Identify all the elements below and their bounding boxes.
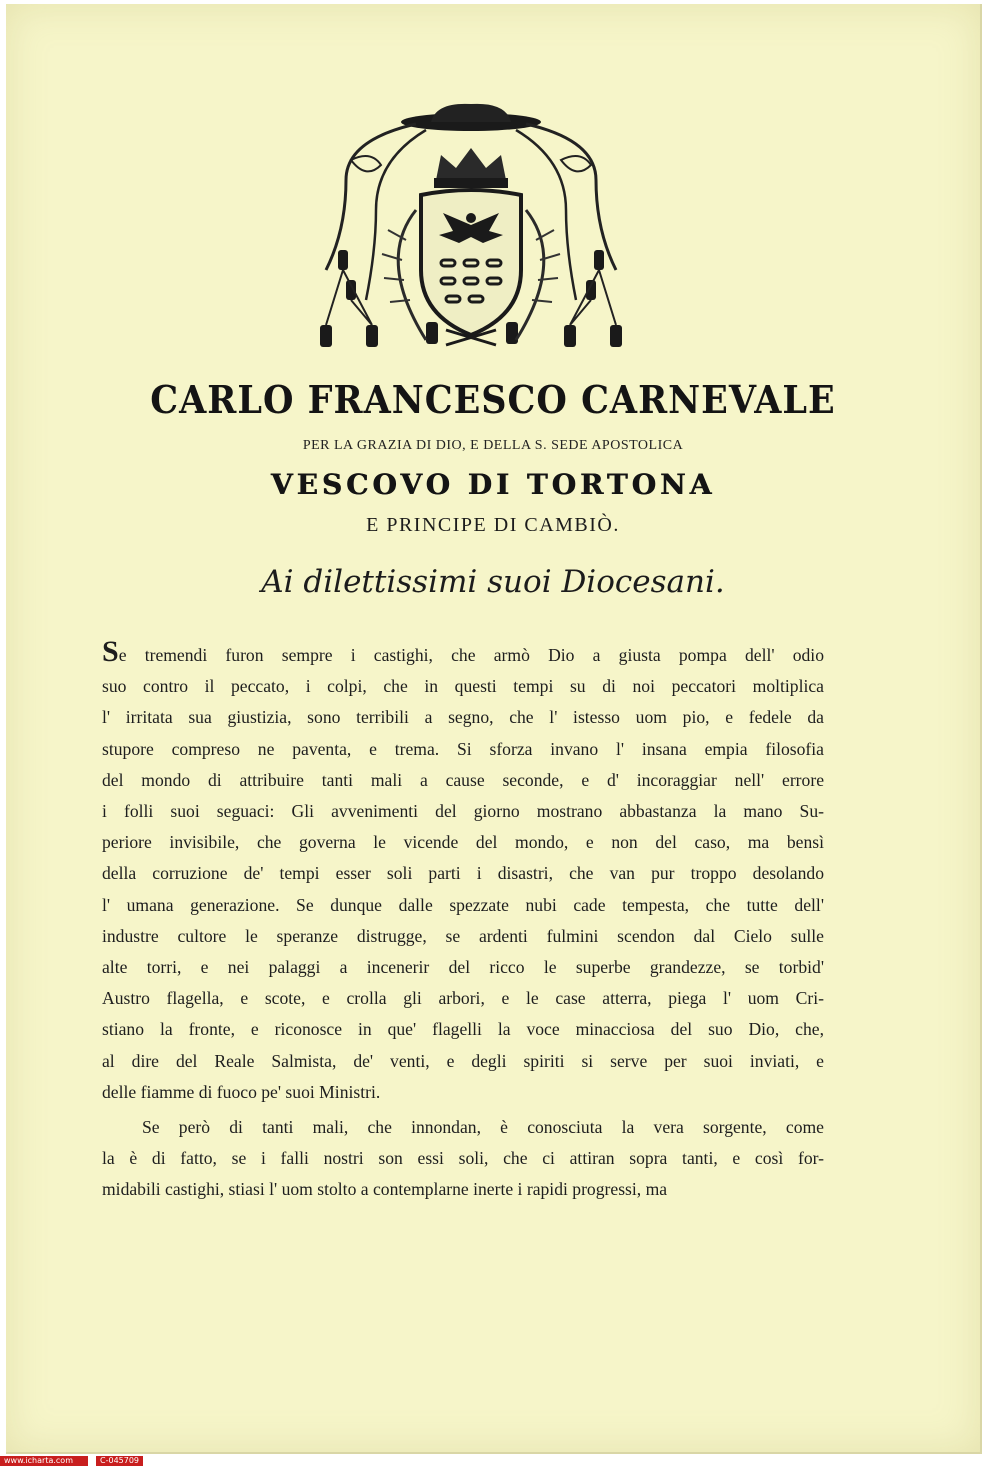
text-line: la è di fatto, se i falli nostri son essi soli, che ci attiran sopra tanti, e così for- bbox=[102, 1148, 824, 1169]
text-line: midabili castighi, stiasi l' uom stolto a contemplarne inerte i rapidi progressi, ma bbox=[102, 1179, 668, 1200]
text-line: Se tremendi furon sempre i castighi, che armò Dio a giusta pompa dell' odio bbox=[102, 635, 824, 668]
paragraph-1 bbox=[102, 635, 824, 1108]
bishop-name: CARLO FRANCESCO CARNEVALE bbox=[150, 377, 836, 424]
office-title: VESCOVO DI TORTONA bbox=[270, 468, 716, 501]
text-line: Se però di tanti mali, che innondan, è conosciuta la vera sorgente, come bbox=[142, 1117, 824, 1138]
text-line: industre cultore le speranze distrugge, se ardenti fulmini scendon dal Cielo sulle bbox=[102, 925, 824, 946]
text-line: del mondo di attribuire tanti mali a cause seconde, e d' incoraggiar nell' errore bbox=[102, 769, 824, 790]
text-line: periore invisibile, che governa le vicende del mondo, e non del caso, ma bensì bbox=[102, 832, 824, 853]
text-line: i folli suoi seguaci: Gli avvenimenti del giorno mostrano abbastanza la mano Su- bbox=[102, 801, 824, 822]
paragraph-2 bbox=[102, 1112, 824, 1206]
footer-strip bbox=[0, 1456, 150, 1466]
drop-cap: S bbox=[102, 635, 119, 668]
footer-code: C-045709 bbox=[96, 1456, 143, 1466]
text-line: alte torri, e nei palaggi a incenerir del ricco le superbe grandezze, se torbid' bbox=[102, 957, 824, 978]
salutation: Ai dilettissimi suoi Diocesani. bbox=[261, 564, 725, 600]
text-line: l' umana generazione. Se dunque dalle spezzate nubi cade tempesta, che tutte dell' bbox=[102, 894, 824, 915]
principe-line: E PRINCIPE DI CAMBIÒ. bbox=[366, 514, 620, 536]
text-line: delle fiamme di fuoco pe' suoi Ministri. bbox=[102, 1081, 381, 1102]
coat-of-arms-icon bbox=[306, 100, 636, 370]
text-line: suo contro il peccato, i colpi, che in questi tempi su di noi peccatori moltiplica bbox=[102, 676, 824, 697]
footer-site[interactable]: www.icharta.com bbox=[0, 1456, 88, 1466]
subtitle: PER LA GRAZIA DI DIO, E DELLA S. SEDE APOSTOLICA bbox=[302, 438, 684, 453]
text-line: stupore compreso ne paventa, e trema. Si sforza invano l' insana empia filosofia bbox=[102, 738, 824, 759]
text-line: della corruzione de' tempi esser soli parti i disastri, che van pur troppo desolando bbox=[102, 863, 824, 884]
text-line: l' irritata sua giustizia, sono terribili a segno, che l' istesso uom pio, e fedele da bbox=[102, 707, 824, 728]
document-page bbox=[6, 4, 982, 1454]
letter-body bbox=[102, 635, 824, 1206]
text-line: stiano la fronte, e riconosce in que' flagelli la voce minacciosa del suo Dio, che, bbox=[102, 1019, 824, 1040]
text-line: al dire del Reale Salmista, de' venti, e degli spiriti si serve per suoi inviati, e bbox=[102, 1050, 824, 1071]
text-line: Austro flagella, e scote, e crolla gli arbori, e le case atterra, piega l' uom Cri- bbox=[102, 988, 824, 1009]
